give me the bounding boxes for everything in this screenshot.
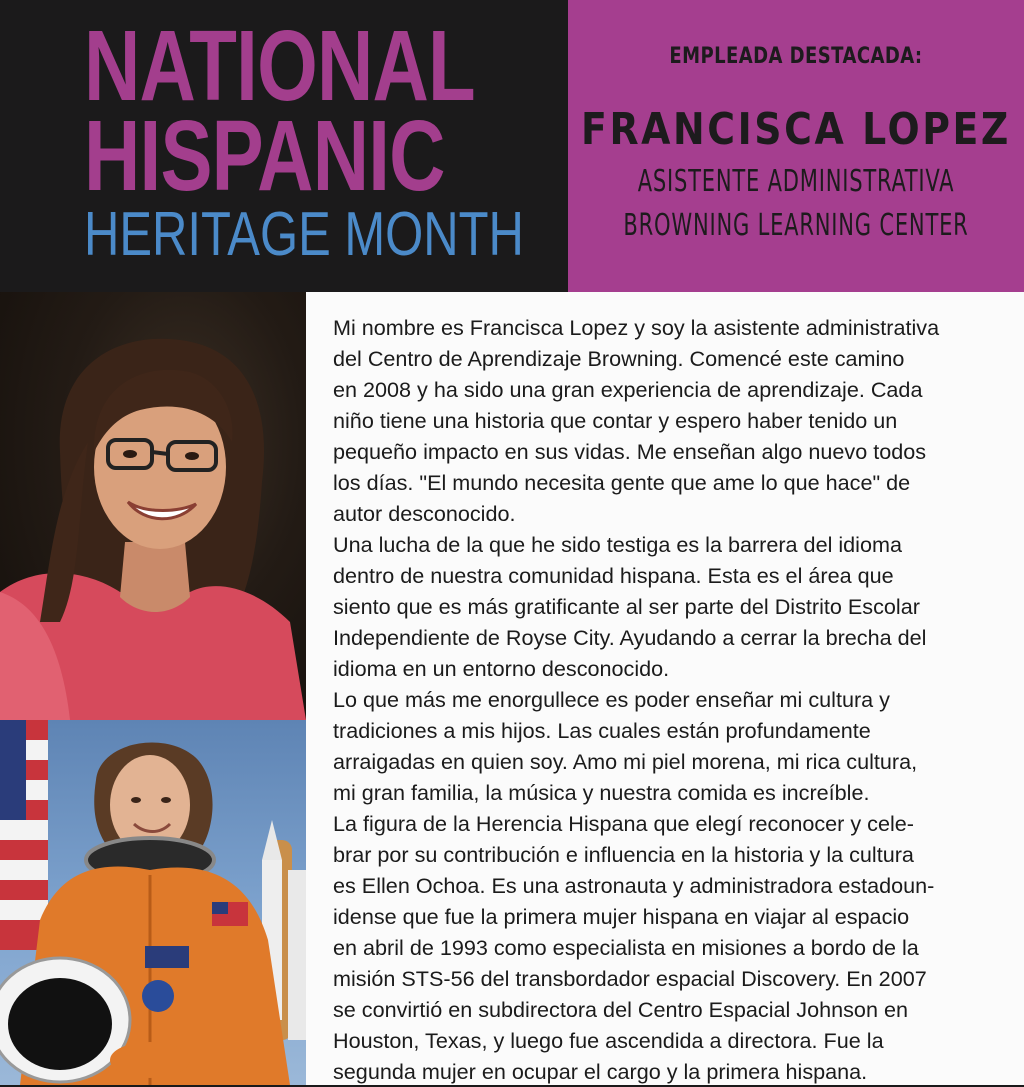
portrait-woman-icon [0, 292, 306, 720]
us-flag-icon [0, 720, 48, 950]
employee-role: ASISTENTE ADMINISTRATIVA [637, 164, 955, 199]
title-hispanic: HISPANIC [84, 100, 445, 212]
biography-text [333, 312, 1024, 1087]
employee-location: BROWNING LEARNING CENTER [623, 208, 969, 243]
bio-paragraph-1: Mi nombre es Francisca Lopez y soy la asistente administrativa del Centro de Aprendizaje Browning. Comencé este camino en 2008 y ha sido una gran experiencia de aprendizaje. Cada niño tiene una historia que contar y espero haber tenido un pequeño impacto en sus vidas. Me enseñan algo nuevo todos los días. "El mundo necesita gente que ame lo que hace" de autor desconocido. [333, 315, 940, 526]
title-banner [0, 0, 568, 292]
astronaut-icon [0, 720, 306, 1085]
featured-label: EMPLEADA DESTACADA: [669, 44, 923, 69]
bio-paragraph-2: Una lucha de la que he sido testiga es la barrera del idioma dentro de nuestra comunidad hispana. Esta es el área que siento que es más gratificante al ser parte del Distrito Escolar Independiente de Royse City. Ayudando a cerrar la brecha del idioma en un entorno desconocido. [333, 532, 927, 681]
bio-paragraph-3: Lo que más me enorgullece es poder enseñar mi cultura y tradiciones a mis hijos. Las cuales están profundamente arraigadas en quien soy. Amo mi piel morena, mi rica cultura, mi gran familia, la música y nuestra comida es increíble. [333, 687, 918, 805]
employee-portrait-photo [0, 292, 306, 720]
title-national: NATIONAL [84, 10, 475, 122]
employee-name: FRANCISCA LOPEZ [581, 104, 1011, 155]
bio-paragraph-4: La figura de la Herencia Hispana que elegí reconocer y cele- brar por su contribución e influencia en la historia y la cultura es Ellen Ochoa. Es una astronauta y administradora estadoun- idense que fue la primera mujer hispana en viajar al espacio en abril de 1993 como especialista en misiones a bordo de la misión STS-56 del transbordador espacial Discovery. En 2007 se convirtió en subdirectora del Centro Espacial Johnson en Houston, Texas, y luego fue ascendida a directora. Fue la segunda mujer en ocupar el cargo y la primera hispana. [333, 811, 935, 1084]
astronaut-photo [0, 720, 306, 1085]
title-heritage-month: HERITAGE MONTH [84, 200, 524, 269]
biography-panel [306, 292, 1024, 1085]
featured-employee-banner [568, 0, 1024, 292]
